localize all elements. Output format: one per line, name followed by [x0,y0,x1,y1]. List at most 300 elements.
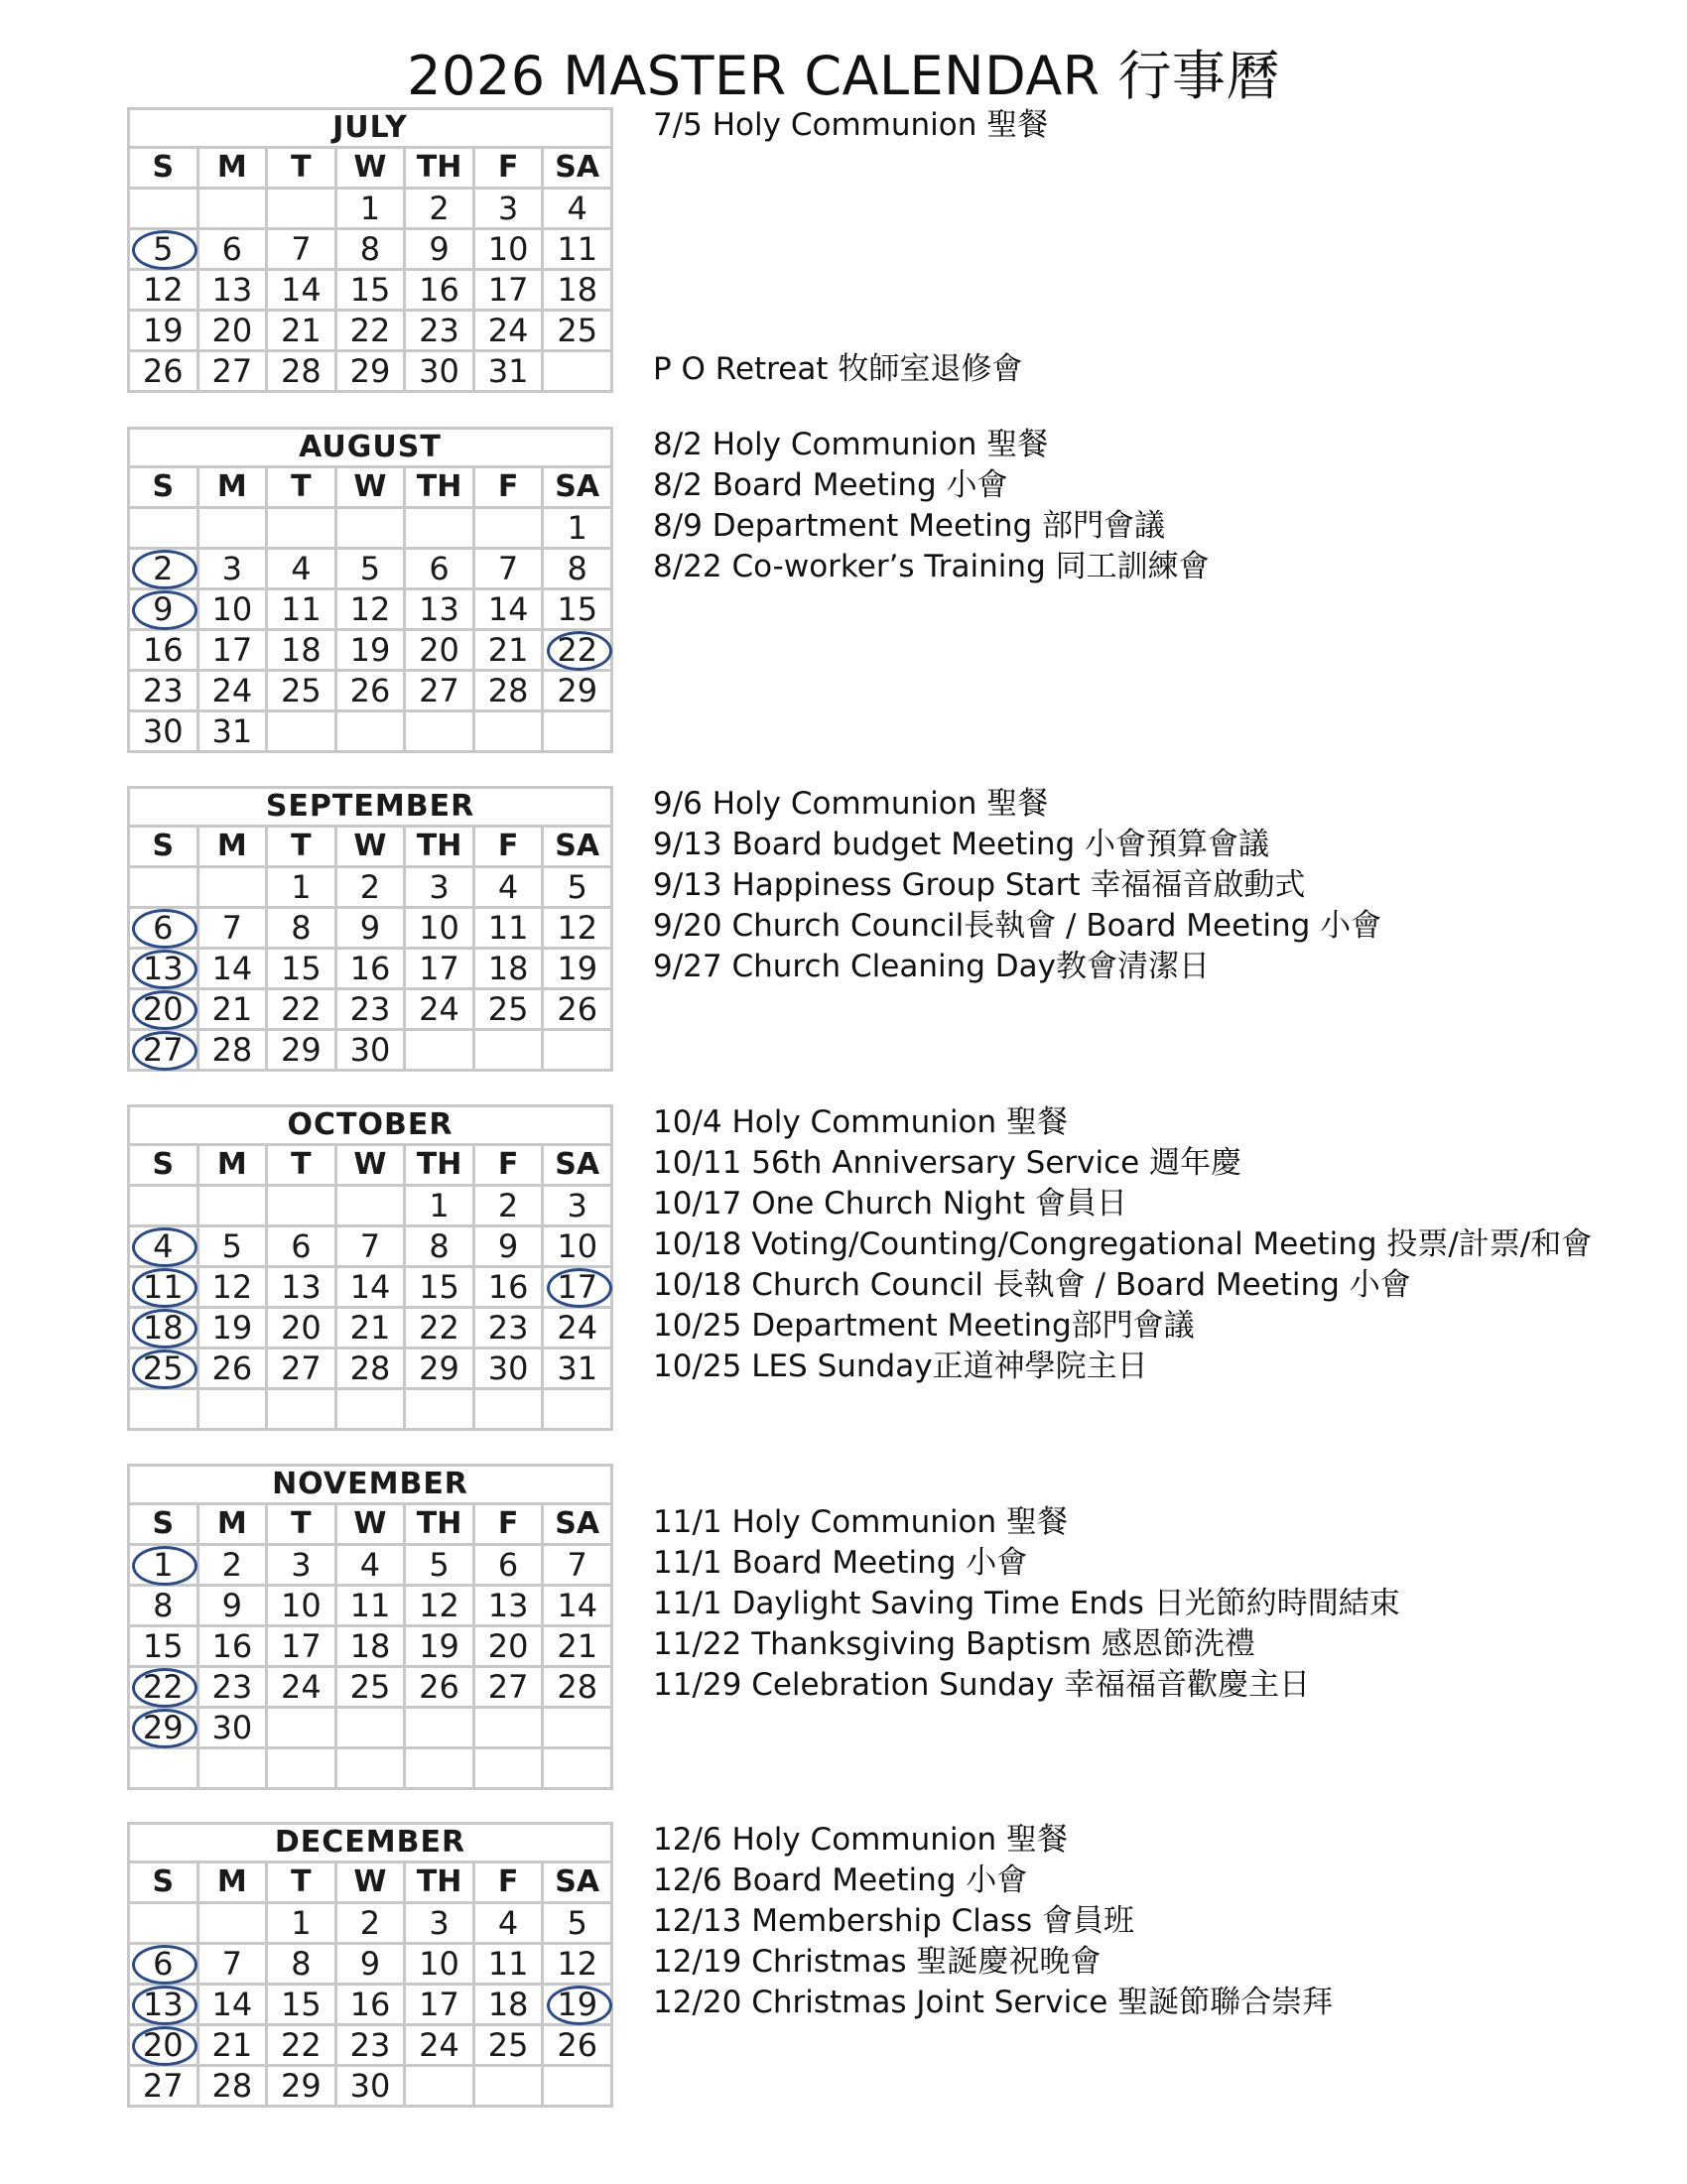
day-cell [197,351,267,392]
week-row [129,189,612,229]
day-cell [543,1545,612,1586]
day-cell [473,1667,543,1708]
weekday-header: T [267,148,336,189]
day-number: 2 [153,550,174,587]
day-cell [405,589,474,630]
week-row [129,1586,612,1626]
weekday-header: TH [405,148,474,189]
day-cell [473,189,543,229]
weekday-header: S [129,827,198,867]
empty-day-cell [405,711,474,752]
event-item [653,187,1685,227]
day-number: 29 [281,1031,322,1069]
day-number: 11 [487,909,529,947]
day-cell-circled [129,1226,198,1267]
weekday-header: W [335,1504,405,1545]
week-row [129,508,612,549]
week-row [129,2025,612,2066]
day-cell [405,1985,474,2025]
day-number: 7 [221,1945,243,1983]
day-cell [335,189,405,229]
weekday-header: M [197,1863,267,1903]
day-number: 1 [429,1187,450,1224]
weekday-header: S [129,148,198,189]
month-name: JULY [129,109,612,148]
day-cell [473,1226,543,1267]
day-number: 7 [221,909,243,947]
day-number: 25 [487,2026,529,2064]
empty-day-cell [543,1748,612,1789]
empty-day-cell [267,508,336,549]
day-cell [543,671,612,711]
empty-day-cell [335,508,405,549]
weekday-header: T [267,1504,336,1545]
day-cell [267,1226,336,1267]
day-number: 3 [429,1904,450,1942]
day-cell [473,1545,543,1586]
day-number: 9 [359,909,381,947]
day-number: 3 [221,550,243,587]
day-number: 2 [359,1904,381,1942]
event-item: 7/5 Holy Communion 聖餐 [653,107,1049,143]
day-cell-circled [129,589,198,630]
day-cell [473,949,543,989]
day-number: 26 [557,990,598,1028]
empty-day-cell [197,1748,267,1789]
weekday-header: M [197,467,267,508]
day-cell [405,1667,474,1708]
day-number: 25 [557,312,598,349]
day-number: 4 [567,190,587,227]
day-number: 5 [429,1546,450,1584]
page-title: 2026 MASTER CALENDAR 行事曆 [407,45,1280,107]
day-number: 3 [429,868,450,906]
day-number: 15 [419,1268,459,1306]
weekday-header: SA [543,1863,612,1903]
empty-day-cell [197,508,267,549]
day-cell [473,1308,543,1349]
day-cell [405,270,474,311]
month-name: SEPTEMBER [129,788,612,827]
day-number: 28 [557,1668,598,1706]
day-cell [405,1944,474,1985]
empty-day-cell [543,1030,612,1071]
day-cell [335,1944,405,1985]
weekday-header: F [473,467,543,508]
empty-day-cell [335,1389,405,1430]
weekday-header: F [473,148,543,189]
day-cell-circled [129,1667,198,1708]
day-number: 24 [487,312,529,349]
day-cell [543,189,612,229]
day-number: 26 [142,352,184,390]
day-number: 2 [497,1187,519,1224]
day-number: 27 [419,672,459,709]
day-cell-circled [543,1267,612,1308]
day-number: 12 [349,590,391,628]
day-cell [335,1985,405,2025]
day-number: 2 [359,868,381,906]
day-cell-circled [129,949,198,989]
empty-day-cell [473,1748,543,1789]
event-item: 10/18 Voting/Counting/Congregational Meeting 投票/計票/和會 [653,1226,1593,1262]
day-number: 21 [211,2026,253,2064]
day-cell [543,1586,612,1626]
weekday-header: SA [543,148,612,189]
empty-day-cell [267,1186,336,1226]
day-cell [335,1586,405,1626]
day-cell [267,1903,336,1944]
empty-day-cell [267,711,336,752]
day-number: 1 [291,868,312,906]
week-row [129,1903,612,1944]
day-cell [197,630,267,671]
day-number: 16 [211,1627,253,1665]
month-grid [127,427,613,753]
event-item: 9/6 Holy Communion 聖餐 [653,786,1049,822]
day-cell [267,2066,336,2107]
event-item: 11/1 Board Meeting 小會 [653,1545,1028,1581]
day-cell [473,1944,543,1985]
day-number: 29 [142,1709,184,1746]
event-item: 8/22 Co-worker’s Training 同工訓練會 [653,549,1210,584]
empty-day-cell [473,508,543,549]
week-row [129,1186,612,1226]
day-number: 15 [281,1986,322,2023]
day-cell-circled [129,908,198,949]
day-number: 9 [497,1227,519,1265]
day-number: 27 [487,1668,529,1706]
day-cell [473,1985,543,2025]
day-cell [335,549,405,589]
day-number: 23 [349,990,391,1028]
day-cell [197,1545,267,1586]
day-number: 15 [281,950,322,987]
day-cell [473,989,543,1030]
day-cell [267,1944,336,1985]
day-number: 25 [142,1349,184,1387]
day-cell [197,989,267,1030]
weekday-header: SA [543,1145,612,1186]
day-number: 4 [497,868,519,906]
day-number: 24 [211,672,253,709]
day-number: 7 [359,1227,381,1265]
weekday-header: SA [543,467,612,508]
day-number: 22 [349,312,391,349]
day-number: 14 [487,590,529,628]
day-cell [405,229,474,270]
day-number: 28 [211,2067,253,2105]
day-cell-circled [129,1545,198,1586]
event-item: 11/1 Holy Communion 聖餐 [653,1504,1068,1540]
day-cell [267,867,336,908]
day-number: 5 [153,230,174,268]
weekday-header: T [267,467,336,508]
day-cell [473,908,543,949]
day-number: 18 [487,950,529,987]
day-number: 18 [281,631,322,669]
day-number: 20 [211,312,253,349]
day-number: 27 [211,352,253,390]
event-item: 12/20 Christmas Joint Service 聖誕節聯合崇拜 [653,1985,1334,2020]
day-number: 30 [211,1709,253,1746]
day-number: 26 [557,2026,598,2064]
day-number: 19 [557,950,598,987]
week-row [129,1030,612,1071]
day-cell-circled [129,1030,198,1071]
day-cell [267,989,336,1030]
day-cell [335,949,405,989]
day-cell [543,908,612,949]
event-item: 10/18 Church Council 長執會 / Board Meeting 小會 [653,1267,1411,1303]
event-list-september [653,784,1685,987]
week-row [129,1545,612,1586]
day-cell [197,1708,267,1748]
empty-day-cell [473,711,543,752]
event-item: 8/2 Holy Communion 聖餐 [653,427,1049,462]
day-cell-circled [129,1985,198,2025]
day-number: 30 [349,2067,391,2105]
day-number: 27 [142,2067,184,2105]
day-number: 25 [349,1668,391,1706]
weekday-header: TH [405,1504,474,1545]
day-number: 12 [142,271,184,309]
week-row [129,1308,612,1349]
empty-day-cell [197,189,267,229]
day-cell [335,1226,405,1267]
week-row [129,1708,612,1748]
empty-day-cell [335,1708,405,1748]
week-row [129,867,612,908]
day-number: 16 [349,950,391,987]
day-number: 18 [142,1309,184,1347]
day-cell [267,270,336,311]
empty-day-cell [267,1708,336,1748]
day-number: 14 [557,1587,598,1624]
day-number: 11 [349,1587,391,1624]
day-cell [267,1349,336,1389]
day-number: 8 [291,1945,312,1983]
day-cell [543,2025,612,2066]
day-cell [473,351,543,392]
day-number: 24 [281,1668,322,1706]
event-item [653,1462,1685,1502]
day-cell [335,1545,405,1586]
day-cell [405,1308,474,1349]
day-number: 13 [142,1986,184,2023]
day-cell [543,949,612,989]
week-row [129,1626,612,1667]
day-number: 22 [281,990,322,1028]
day-cell-circled [129,1267,198,1308]
day-cell [129,311,198,351]
week-row [129,1985,612,2025]
day-number: 6 [153,909,174,947]
day-cell [405,1903,474,1944]
day-cell [543,311,612,351]
day-number: 9 [153,590,174,628]
weekday-header: W [335,827,405,867]
day-cell [405,311,474,351]
weekday-header: W [335,467,405,508]
day-cell [129,1586,198,1626]
day-number: 10 [557,1227,598,1265]
day-cell [335,630,405,671]
day-number: 27 [142,1031,184,1069]
day-number: 28 [211,1031,253,1069]
day-cell [335,908,405,949]
day-cell [543,508,612,549]
day-number: 25 [281,672,322,709]
day-cell [197,270,267,311]
week-row [129,589,612,630]
month-name: NOVEMBER [129,1466,612,1504]
event-item: 9/13 Happiness Group Start 幸福福音啟動式 [653,867,1306,903]
day-cell [543,1626,612,1667]
day-number: 30 [349,1031,391,1069]
day-number: 14 [211,950,253,987]
day-number: 17 [419,1986,459,2023]
day-cell [543,1308,612,1349]
day-cell [129,711,198,752]
empty-day-cell [267,1389,336,1430]
event-item: 10/4 Holy Communion 聖餐 [653,1104,1068,1140]
day-number: 18 [557,271,598,309]
day-number: 7 [567,1546,587,1584]
day-number: 4 [497,1904,519,1942]
week-row [129,1389,612,1430]
day-cell [197,1586,267,1626]
day-number: 22 [281,2026,322,2064]
week-row [129,1667,612,1708]
day-cell [473,1349,543,1389]
day-cell [335,2066,405,2107]
day-cell [405,2025,474,2066]
day-number: 16 [349,1986,391,2023]
day-number: 16 [419,271,459,309]
day-cell [543,1903,612,1944]
month-grid [127,107,613,393]
day-cell [197,1985,267,2025]
weekday-header: F [473,1863,543,1903]
event-item: 11/22 Thanksgiving Baptism 感恩節洗禮 [653,1626,1255,1662]
month-grid [127,786,613,1072]
day-number: 27 [281,1349,322,1387]
day-cell [335,989,405,1030]
day-cell-circled [543,1985,612,2025]
day-cell [473,270,543,311]
day-number: 3 [291,1546,312,1584]
week-row [129,908,612,949]
day-number: 21 [281,312,322,349]
day-number: 1 [567,509,587,547]
day-cell [267,1545,336,1586]
day-number: 20 [281,1309,322,1347]
event-list-december [653,1820,1685,2023]
event-item: 9/13 Board budget Meeting 小會預算會議 [653,827,1270,862]
day-cell [335,867,405,908]
day-number: 10 [419,909,459,947]
day-number: 18 [487,1986,529,2023]
empty-day-cell [473,1708,543,1748]
day-cell [197,589,267,630]
week-row [129,2066,612,2107]
day-number: 17 [419,950,459,987]
month-calendar-october [127,1104,613,1431]
event-list-july [653,105,1685,390]
day-cell [405,989,474,1030]
day-cell [405,630,474,671]
empty-day-cell [129,867,198,908]
day-cell [267,630,336,671]
day-number: 30 [419,352,459,390]
week-row [129,1267,612,1308]
event-item [653,146,1685,187]
empty-day-cell [543,1389,612,1430]
day-number: 12 [211,1268,253,1306]
day-cell [473,589,543,630]
weekday-header: S [129,1863,198,1903]
weekday-header: F [473,827,543,867]
empty-day-cell [129,189,198,229]
weekday-header: W [335,1145,405,1186]
day-cell [473,2025,543,2066]
day-cell [335,1267,405,1308]
day-cell [335,1349,405,1389]
empty-day-cell [543,351,612,392]
day-number: 21 [211,990,253,1028]
day-cell [267,351,336,392]
empty-day-cell [335,711,405,752]
day-cell [197,1944,267,1985]
event-list-august [653,425,1685,587]
day-number: 8 [567,550,587,587]
day-cell [197,671,267,711]
day-cell [335,1308,405,1349]
week-row [129,1944,612,1985]
event-item: 12/19 Christmas 聖誕慶祝晚會 [653,1944,1102,1980]
day-number: 31 [211,712,253,750]
day-cell [405,351,474,392]
day-number: 16 [487,1268,529,1306]
weekday-header: S [129,1504,198,1545]
empty-day-cell [543,1708,612,1748]
day-number: 3 [567,1187,587,1224]
day-cell [129,1626,198,1667]
event-item: 10/17 One Church Night 會員日 [653,1186,1127,1221]
day-number: 7 [497,550,519,587]
day-number: 4 [291,550,312,587]
day-number: 19 [557,1986,598,2023]
day-cell [543,989,612,1030]
day-number: 15 [349,271,391,309]
day-cell-circled [129,229,198,270]
day-cell [405,1626,474,1667]
day-number: 11 [487,1945,529,1983]
day-cell [335,671,405,711]
month-name: DECEMBER [129,1824,612,1863]
day-cell [197,229,267,270]
day-cell [335,351,405,392]
day-cell [197,1030,267,1071]
day-number: 12 [557,1945,598,1983]
day-number: 29 [557,672,598,709]
day-cell [267,589,336,630]
day-number: 19 [142,312,184,349]
day-cell [267,671,336,711]
event-item: 10/25 Department Meeting部門會議 [653,1308,1195,1344]
day-number: 24 [419,2026,459,2064]
